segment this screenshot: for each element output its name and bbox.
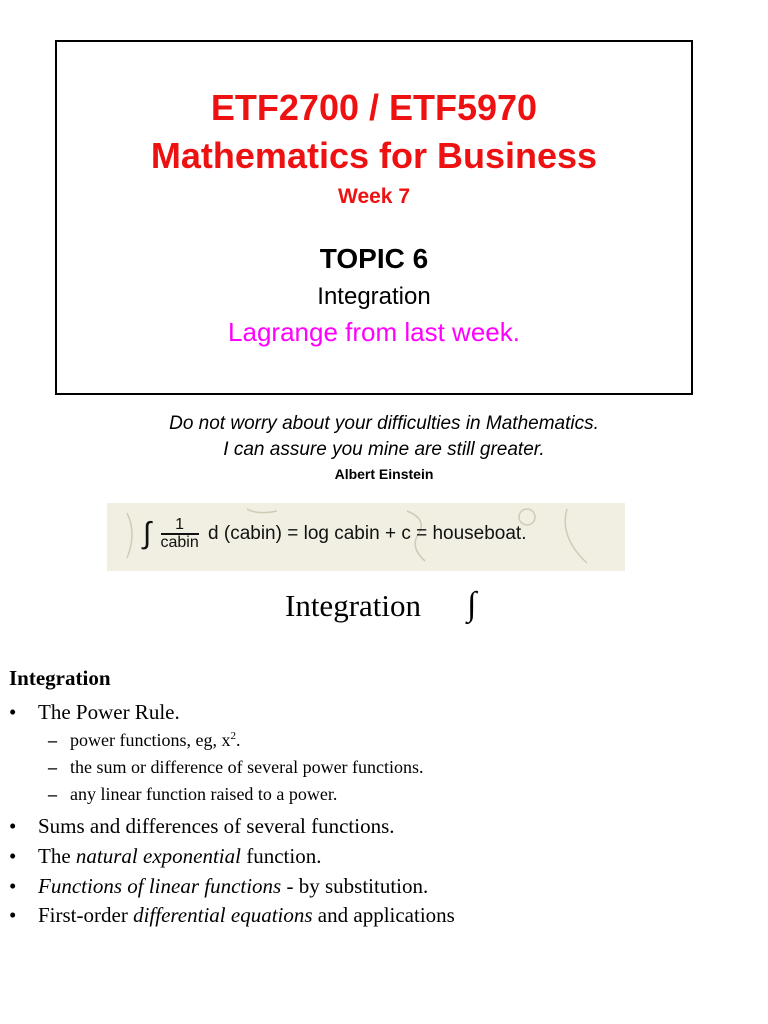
outline-item-text: The bbox=[38, 844, 76, 868]
integral-symbol-icon: ∫ bbox=[467, 586, 477, 623]
outline-item-text: - by substitution. bbox=[281, 874, 429, 898]
outline-subitem bbox=[48, 757, 424, 778]
integral-sign-icon: ∫ bbox=[143, 517, 152, 551]
outline-item-text: function. bbox=[240, 844, 322, 868]
quote-line-1: Do not worry about your difficulties in Mathematics. bbox=[169, 413, 599, 434]
outline-item-text: The Power Rule. bbox=[38, 700, 180, 724]
title-box bbox=[55, 40, 693, 395]
quote-author: Albert Einstein bbox=[334, 466, 434, 482]
outline-item-emphasis: differential equations bbox=[133, 903, 313, 927]
bullet-icon: • bbox=[9, 903, 17, 927]
outline-item bbox=[9, 903, 455, 928]
dash-icon: – bbox=[48, 730, 57, 750]
topic-subtitle: Integration bbox=[317, 283, 431, 310]
outline-item-emphasis: Functions of linear functions bbox=[38, 874, 282, 898]
formula-rest: d (cabin) = log cabin + c = houseboat. bbox=[208, 523, 527, 545]
outline-item-text: and applications bbox=[312, 903, 455, 927]
outline-item bbox=[9, 874, 428, 899]
outline-subitem-text: power functions, eg, x bbox=[70, 730, 231, 750]
bullet-icon: • bbox=[9, 700, 17, 724]
quote-line-2: I can assure you mine are still greater. bbox=[223, 439, 545, 460]
outline-item bbox=[9, 700, 180, 725]
outline-subitem-suffix: . bbox=[235, 730, 241, 750]
lagrange-note: Lagrange from last week. bbox=[228, 317, 520, 347]
bullet-icon: • bbox=[9, 874, 17, 898]
course-name: Mathematics for Business bbox=[150, 135, 598, 176]
fraction-numerator: 1 bbox=[161, 517, 199, 535]
fraction-denominator: cabin bbox=[160, 534, 199, 551]
integration-heading: Integration bbox=[285, 588, 422, 623]
outline-subitem-text: the sum or difference of several power functions. bbox=[70, 757, 424, 777]
outline-item-text: First-order bbox=[38, 903, 134, 927]
topic-label: TOPIC 6 bbox=[319, 243, 429, 274]
outline-subitem bbox=[48, 784, 337, 805]
course-codes: ETF2700 / ETF5970 bbox=[210, 87, 538, 128]
outline-subitem-text: any linear function raised to a power. bbox=[70, 784, 338, 804]
dash-icon: – bbox=[48, 757, 57, 777]
superscript: 2 bbox=[230, 730, 236, 742]
bullet-icon: • bbox=[9, 814, 17, 838]
outline-item bbox=[9, 814, 395, 839]
outline-item bbox=[9, 844, 321, 869]
cartoon-formula-image bbox=[107, 503, 625, 571]
week-label: Week 7 bbox=[338, 185, 410, 208]
outline-title: Integration bbox=[9, 666, 111, 690]
outline-subitem bbox=[48, 730, 240, 751]
dash-icon: – bbox=[48, 784, 57, 804]
outline-item-text: Sums and differences of several functions. bbox=[38, 814, 395, 838]
outline-item-emphasis: natural exponential bbox=[75, 844, 241, 868]
bullet-icon: • bbox=[9, 844, 17, 868]
